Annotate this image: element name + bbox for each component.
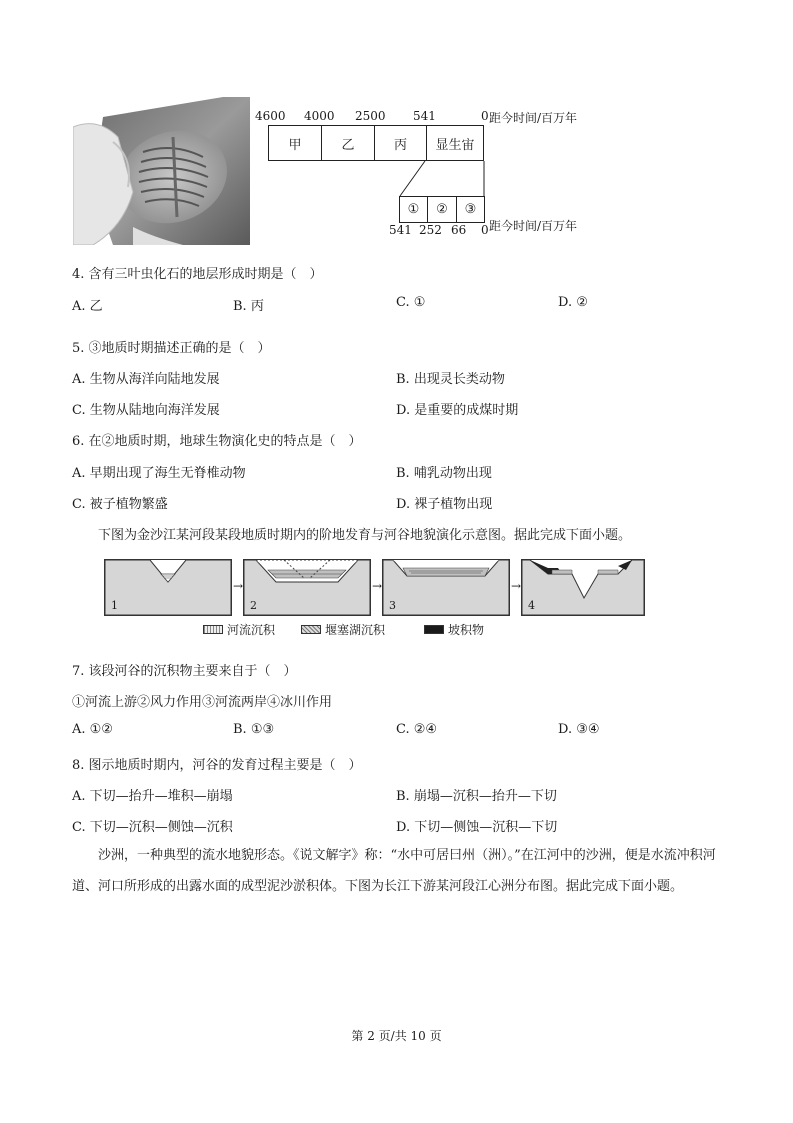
- q6-option-d[interactable]: D. 裸子植物出现: [396, 497, 493, 512]
- tick-252: 252: [419, 223, 442, 237]
- q6-option-c[interactable]: C. 被子植物繁盛: [72, 497, 168, 512]
- tick-2500: 2500: [355, 109, 386, 123]
- q6-option-a[interactable]: A. 早期出现了海生无脊椎动物: [72, 466, 246, 481]
- question-8: 8. 图示地质时期内，河谷的发育过程主要是（ ）: [72, 758, 362, 773]
- valley-panel-4: [521, 559, 645, 616]
- slope-deposit-swatch: [424, 625, 444, 634]
- q7-option-d[interactable]: D. ③④: [558, 722, 600, 737]
- tick-4600: 4600: [255, 109, 286, 123]
- eon-jia: 甲: [269, 126, 322, 160]
- question-6: 6. 在②地质时期，地球生物演化史的特点是（ ）: [72, 434, 362, 449]
- eon-bing: 丙: [375, 126, 427, 160]
- era-bar: [399, 196, 485, 223]
- legend-slope-deposit-label: 坡积物: [448, 623, 485, 637]
- q7-option-a[interactable]: A. ①②: [72, 722, 113, 737]
- q4-option-b[interactable]: B. 丙: [233, 299, 264, 314]
- trilobite-fossil-photo: [73, 97, 250, 245]
- q5-option-a[interactable]: A. 生物从海洋向陆地发展: [72, 372, 220, 387]
- tick-541: 541: [413, 109, 436, 123]
- arrow-2: →: [372, 579, 383, 593]
- legend-slope-deposit: [424, 621, 484, 638]
- q6-option-b[interactable]: B. 哺乳动物出现: [396, 466, 492, 481]
- question-7: 7. 该段河谷的沉积物主要来自于（ ）: [72, 664, 297, 679]
- panel-1-label: 1: [111, 599, 118, 612]
- bottom-axis-unit: 距今时间/百万年: [489, 219, 578, 233]
- q5-option-c[interactable]: C. 生物从陆地向海洋发展: [72, 403, 220, 418]
- q5-option-b[interactable]: B. 出现灵长类动物: [396, 372, 505, 387]
- q4-option-c[interactable]: C. ①: [396, 295, 426, 310]
- zoom-lines: [395, 160, 490, 200]
- legend-river-deposit-label: 河流沉积: [227, 623, 276, 637]
- intro-sandbar: 沙洲，一种典型的流水地貌形态。《说文解字》称：“水中可居曰州（洲）。”在江河中的沙洲，便是水流冲积河道、河口所形成的出露水面的成型泥沙淤积体。下图为长江下游某河段江心洲分布图。据此完成下面小题。: [72, 848, 716, 894]
- q8-option-c[interactable]: C. 下切—沉积—侧蚀—沉积: [72, 820, 233, 835]
- eon-bar: [268, 125, 484, 161]
- valley-panel-1: [104, 559, 232, 616]
- valley-panel-3: [382, 559, 510, 616]
- panel-4-label: 4: [528, 599, 535, 612]
- q4-option-a[interactable]: A. 乙: [72, 299, 103, 314]
- river-deposit-swatch: [203, 625, 223, 634]
- valley-panel-2: [243, 559, 371, 616]
- page-footer: 第 2 页/共 10 页: [351, 1029, 442, 1043]
- top-axis-unit: 距今时间/百万年: [489, 111, 578, 125]
- intro-valley: 下图为金沙江某河段某段地质时期内的阶地发育与河谷地貌演化示意图。据此完成下面小题。: [98, 528, 632, 543]
- tick-4000: 4000: [304, 109, 335, 123]
- legend-dammed-lake-deposit: [301, 621, 385, 638]
- q8-option-a[interactable]: A. 下切—抬升—堆积—崩塌: [72, 789, 233, 804]
- tick-541-b: 541: [389, 223, 412, 237]
- legend-river-deposit: [203, 621, 275, 638]
- panel-2-label: 2: [250, 599, 257, 612]
- q5-option-d[interactable]: D. 是重要的成煤时期: [396, 403, 519, 418]
- eon-yi: 乙: [322, 126, 375, 160]
- question-4: 4. 含有三叶虫化石的地层形成时期是（ ）: [72, 267, 323, 282]
- arrow-3: →: [511, 579, 522, 593]
- legend-dammed-lake-label: 堰塞湖沉积: [325, 623, 386, 637]
- q4-option-d[interactable]: D. ②: [558, 295, 588, 310]
- tick-0: 0: [481, 109, 489, 123]
- q8-option-d[interactable]: D. 下切—侧蚀—沉积—下切: [396, 820, 558, 835]
- q7-option-c[interactable]: C. ②④: [396, 722, 438, 737]
- era-3: ③: [464, 202, 477, 217]
- eon-phanerozoic: 显生宙: [435, 137, 475, 153]
- dammed-lake-swatch: [301, 625, 321, 634]
- panel-3-label: 3: [389, 599, 396, 612]
- era-1: ①: [400, 197, 428, 222]
- q7-option-b[interactable]: B. ①③: [233, 722, 275, 737]
- era-2: ②: [428, 197, 457, 222]
- tick-0-b: 0: [481, 223, 489, 237]
- question-7-statements: ①河流上游②风力作用③河流两岸④冰川作用: [72, 695, 333, 710]
- tick-66: 66: [451, 223, 467, 237]
- arrow-1: →: [233, 579, 244, 593]
- question-5: 5. ③地质时期描述正确的是（ ）: [72, 341, 271, 356]
- q8-option-b[interactable]: B. 崩塌—沉积—抬升—下切: [396, 789, 557, 804]
